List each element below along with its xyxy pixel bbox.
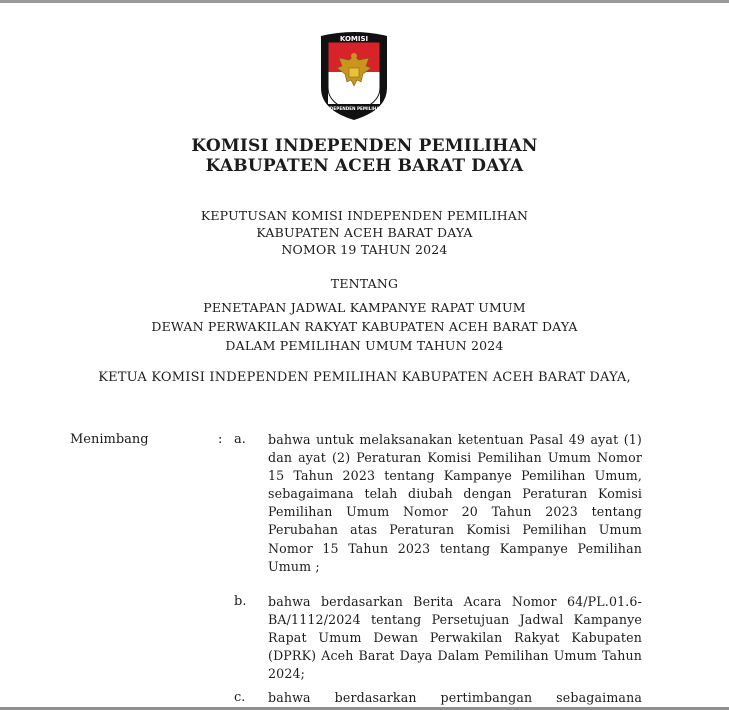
considering-item-a: bahwa untuk melaksanakan ketentuan Pasal 49 ayat (1) dan ayat (2) Peraturan Komisi Pemilihan Umum Nomor 15 Tahun 2023 tentang Kampanye Pemilihan Umum, sebagaimana telah diubah dengan Peraturan Komisi Pemilihan Umum Nomor 20 Tahun 2023 tentang Perubahan atas Peraturan Komisi Pemilihan Umum Nomor 15 Tahun 2023 tentang Kampanye Pemilihan Umum ; xyxy=(268,432,642,574)
about-label: TENTANG xyxy=(330,276,399,291)
top-border xyxy=(0,0,729,3)
considering-item-b: bahwa berdasarkan Berita Acara Nomor 64/PL.01.6-BA/1112/2024 tentang Persetujuan Jadwal Kampanye Rapat Umum Dewan Perwakilan Rakyat Kabupaten (DPRK) Aceh Barat Daya Dalam Pemilihan Umum Tahun 2024; xyxy=(268,594,642,682)
considering-label: Menimbang xyxy=(70,432,149,447)
decision-number: NOMOR 19 TAHUN 2024 xyxy=(281,242,448,257)
logo-bottom-text: INDEPENDEN PEMILIHAN xyxy=(324,106,384,111)
subject-line1: PENETAPAN JADWAL KAMPANYE RAPAT UMUM xyxy=(203,300,526,315)
kip-emblem-icon xyxy=(315,30,393,122)
decision-title-line1: KEPUTUSAN KOMISI INDEPENDEN PEMILIHAN xyxy=(200,208,529,223)
institution-name-line2: KABUPATEN ACEH BARAT DAYA xyxy=(205,156,524,176)
subject-line3: DALAM PEMILIHAN UMUM TAHUN 2024 xyxy=(225,338,504,353)
logo-top-text: KOMISI xyxy=(339,35,369,43)
considering-colon: : xyxy=(218,432,223,447)
institution-name-line1: KOMISI INDEPENDEN PEMILIHAN xyxy=(191,136,538,156)
considering-item-c: bahwa berdasarkan pertimbangan sebagaimana xyxy=(268,690,642,705)
item-letter-b: b. xyxy=(234,594,247,609)
item-letter-c: c. xyxy=(234,690,246,705)
subject-line2: DEWAN PERWAKILAN RAKYAT KABUPATEN ACEH BARAT DAYA xyxy=(151,319,578,334)
decision-title-line2: KABUPATEN ACEH BARAT DAYA xyxy=(256,225,473,240)
item-letter-a: a. xyxy=(234,432,246,447)
chairman-heading: KETUA KOMISI INDEPENDEN PEMILIHAN KABUPATEN ACEH BARAT DAYA, xyxy=(98,370,631,385)
